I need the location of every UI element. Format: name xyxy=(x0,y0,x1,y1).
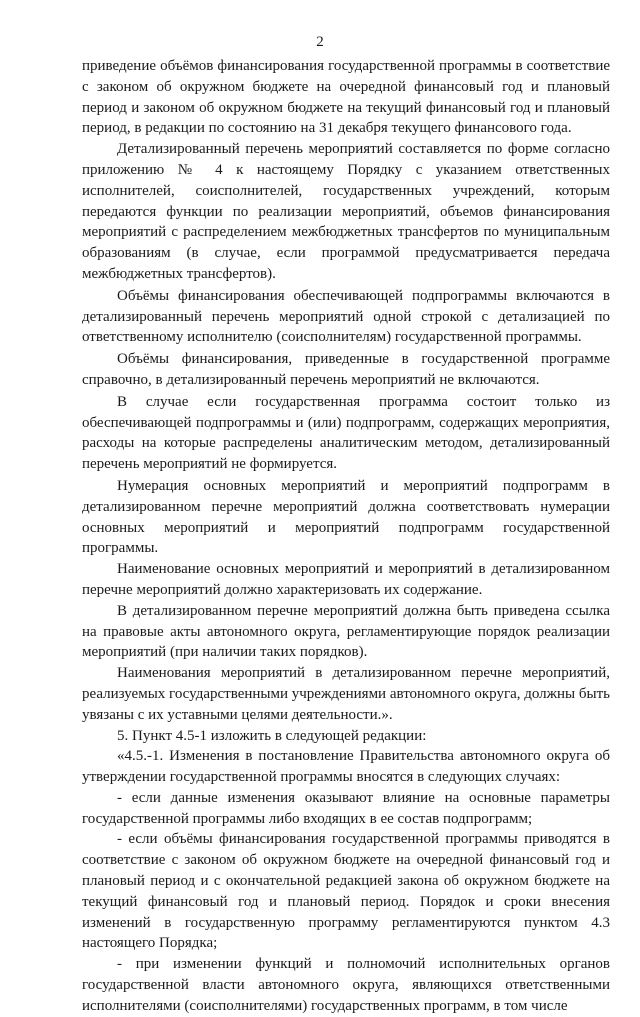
paragraph: Наименования мероприятий в детализированном перечне мероприятий, реализуемых государственными учреждениями автономного округа, должны быть увязаны с их уставными целями деятельности.». xyxy=(82,665,610,723)
paragraph: 5. Пункт 4.5-1 изложить в следующей редакции: xyxy=(117,727,427,744)
list-item: - если данные изменения оказывают влияние на основные параметры государственной программы либо входящих в ее состав подпрограмм; xyxy=(82,789,610,827)
paragraph: Объёмы финансирования, приведенные в государственной программе справочно, в детализированный перечень мероприятий не включаются. xyxy=(82,351,610,388)
paragraph: «4.5.-1. Изменения в постановление Правительства автономного округа об утверждении государственной программы вносятся в следующих случаях: xyxy=(82,748,610,786)
paragraph: В случае если государственная программа состоит только из обеспечивающей подпрограммы и (или) подпрограмм, содержащих мероприятия, расходы на которые распределены аналитическим методом, детализированный перечень мероприятий не формируется. xyxy=(82,393,610,473)
paragraph: В детализированном перечне мероприятий должна быть приведена ссылка на правовые акты автономного округа, регламентирующие порядок реализации мероприятий (при наличии таких порядков). xyxy=(82,602,610,661)
page-number: 2 xyxy=(316,34,324,50)
paragraph-continuation: приведение объёмов финансирования государственной программы в соответствие с законом об окружном бюджете на очередной финансовый год и плановый период и законом об окружном бюджете на текущий финансовый год и плановый период, в редакции по состоянию на 31 декабря текущего финансового года. xyxy=(82,58,610,137)
paragraph: Нумерация основных мероприятий и мероприятий подпрограмм в детализированном перечне мероприятий должна соответствовать нумерации основных мероприятий и мероприятий подпрограмм государственной программы. xyxy=(82,477,610,557)
paragraph: Детализированный перечень мероприятий составляется по форме согласно приложению № 4 к настоящему Порядку с указанием ответственных исполнителей, соисполнителей, государственных учреждений, которым передаются функции по реализации мероприятий, объемов финансирования мероприятий с распределением межбюджетных трансфертов по муниципальным образованиям (в случае, если программой предусматривается передача межбюджетных трансфертов). xyxy=(82,141,610,282)
paragraph: Наименование основных мероприятий и мероприятий в детализированном перечне мероприятий должно характеризовать их содержание. xyxy=(82,561,610,598)
list-item: - если объёмы финансирования государственной программы приводятся в соответствие с законом об окружном бюджете на очередной финансовый год и плановый период и с окончательной редакцией закона об окружном бюджете на текущий финансовый год и плановый период. Порядок и сроки внесения изменений в государственную программу регламентируются пунктом 4.3 настоящего Порядка; xyxy=(82,831,610,952)
list-item: - при изменении функций и полномочий исполнительных органов государственной власти автономного округа, являющихся ответственными исполнителями (соисполнителями) государственных программ, в том числе xyxy=(82,956,610,1014)
paragraph: Объёмы финансирования обеспечивающей подпрограммы включаются в детализированный перечень мероприятий одной строкой с детализацией по ответственному исполнителю (соисполнителям) государственной программы. xyxy=(82,287,610,346)
document-body xyxy=(82,56,610,1017)
